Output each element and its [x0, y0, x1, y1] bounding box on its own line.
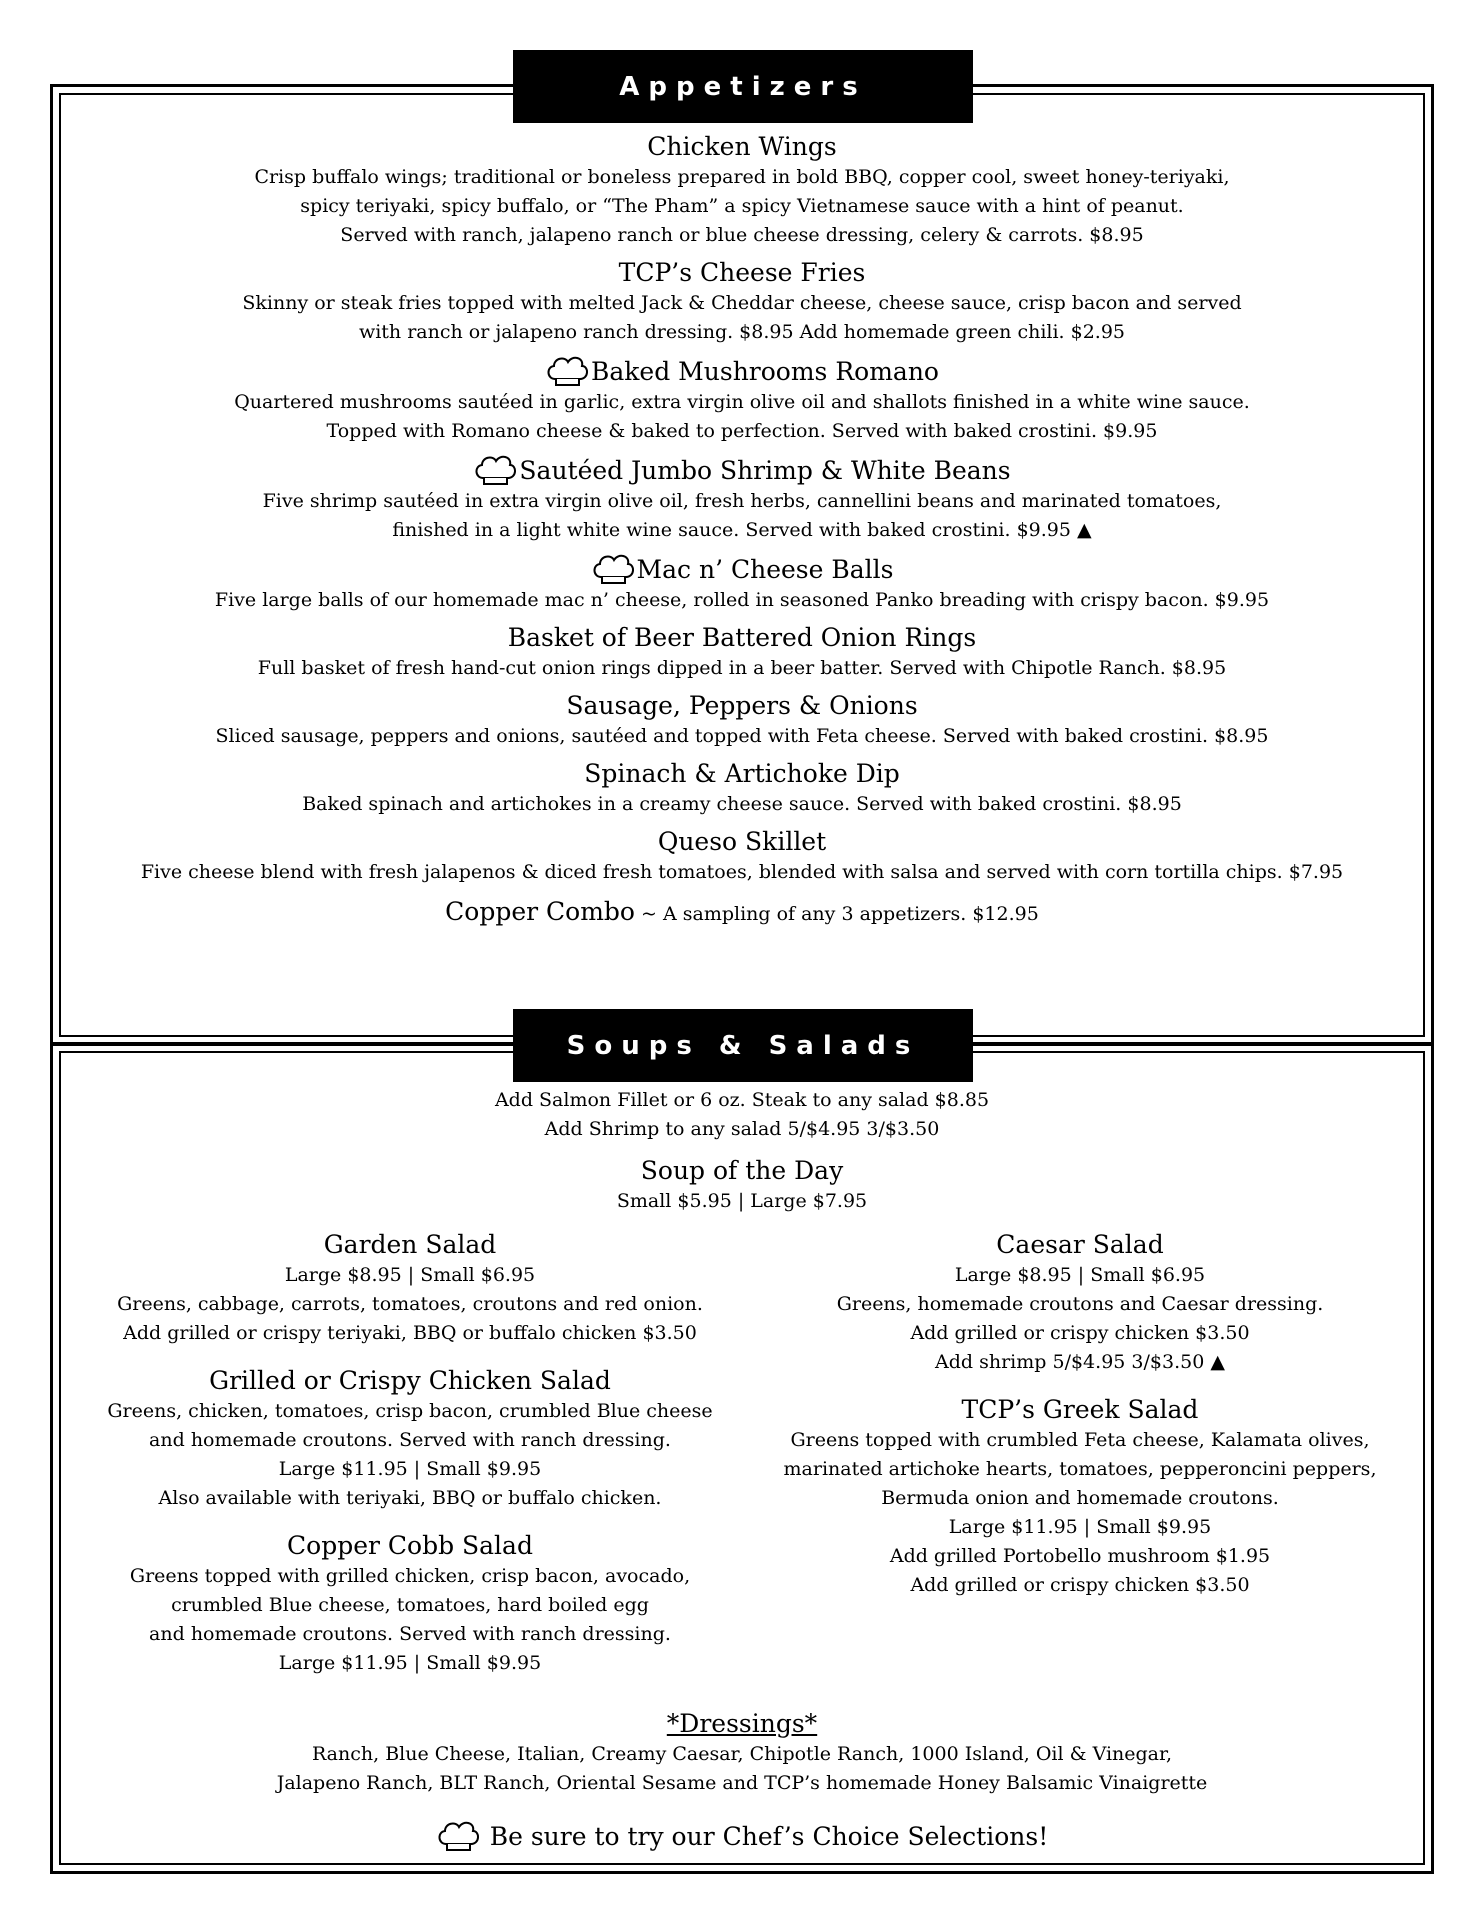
item-name: Grilled or Crispy Chicken Salad [209, 1366, 611, 1395]
item-description: Large $8.95 | Small $6.95 Greens, cabbage, carrots, tomatoes, croutons and red onion. Add grilled or crispy teriyaki, BBQ or buffalo chicken $3.50 [117, 1264, 703, 1344]
item-name: Garden Salad [323, 1230, 497, 1259]
menu-item [60, 353, 1424, 446]
item-name: TCP’s Greek Salad [961, 1395, 1199, 1424]
item-description: Sliced sausage, peppers and onions, sautéed and topped with Feta cheese. Served with baked crostini. $8.95 [215, 725, 1269, 747]
item-name: Soup of the Day [640, 1156, 844, 1185]
menu-item [60, 256, 1424, 347]
item-name: Mac n’ Cheese Balls [636, 555, 894, 584]
item-name: Sausage, Peppers & Onions [566, 691, 918, 720]
item-description: Quartered mushrooms sautéed in garlic, extra virgin olive oil and shallots finished in a white wine sauce. Topped with Romano cheese & baked to perfection. Served with baked crostini. $9.95 [234, 391, 1250, 442]
menu-item [760, 1228, 1400, 1377]
salad-column-right [760, 1228, 1400, 1616]
chef-note-text: Be sure to try our Chef’s Choice Selections! [489, 1822, 1049, 1851]
menu-item [80, 1364, 740, 1513]
item-description: Greens topped with grilled chicken, crisp bacon, avocado, crumbled Blue cheese, tomatoes, hard boiled egg and homemade croutons. Served with ranch dressing. Large $11.95 | Small $9.95 [129, 1565, 691, 1674]
chef-hat-icon [473, 452, 517, 486]
item-description: Skinny or steak fries topped with melted Jack & Cheddar cheese, cheese sauce, crisp bacon and served with ranch or jalapeno ranch dressing. $8.95 Add homemade green chili. $2.95 [242, 292, 1242, 343]
menu-item [80, 1529, 740, 1678]
item-description: Five large balls of our homemade mac n’ cheese, rolled in seasoned Panko breading with crispy bacon. $9.95 [214, 589, 1270, 611]
item-price: Small $5.95 | Large $7.95 [616, 1190, 868, 1212]
chef-hat-icon [591, 551, 635, 585]
item-description: Crisp buffalo wings; traditional or boneless prepared in bold BBQ, copper cool, sweet honey-teriyaki, spicy teriyaki, spicy buffalo, or “The Pham” a spicy Vietnamese sauce with a hint of peanut. Served with ranch, jalapeno ranch or blue cheese dressing, celery & carrots. $8.95 [254, 166, 1230, 246]
menu-item [60, 621, 1424, 683]
item-name: TCP’s Cheese Fries [618, 258, 866, 287]
menu-item [60, 757, 1424, 819]
soups-intro [60, 1086, 1424, 1222]
chef-note [60, 1818, 1424, 1854]
chef-hat-icon [545, 353, 589, 387]
menu-item [760, 1393, 1400, 1600]
appetizers-header: Appetizers [513, 50, 973, 123]
combo-description: ~ A sampling of any 3 appetizers. $12.95 [634, 903, 1039, 925]
item-description: Five cheese blend with fresh jalapenos & diced fresh tomatoes, blended with salsa and served with corn tortilla chips. $7.95 [140, 861, 1344, 883]
salad-addons: Add Salmon Fillet or 6 oz. Steak to any salad $8.85 Add Shrimp to any salad 5/$4.95 3/$3.50 [494, 1089, 990, 1140]
item-name: Copper Cobb Salad [287, 1531, 533, 1560]
item-description: Five shrimp sautéed in extra virgin olive oil, fresh herbs, cannellini beans and marinated tomatoes, finished in a light white wine sauce. Served with baked crostini. $9.95 ▲ [262, 490, 1222, 541]
item-description: Baked spinach and artichokes in a creamy cheese sauce. Served with baked crostini. $8.95 [302, 793, 1182, 815]
dressings-title: *Dressings* [666, 1709, 818, 1738]
salad-column-left [80, 1228, 740, 1694]
menu-item [60, 551, 1424, 615]
menu-item [60, 689, 1424, 751]
item-name: Basket of Beer Battered Onion Rings [507, 623, 977, 652]
item-name: Baked Mushrooms Romano [591, 357, 939, 386]
combo-name: Copper Combo [445, 897, 635, 926]
dressings [60, 1708, 1424, 1798]
item-name: Sautéed Jumbo Shrimp & White Beans [519, 456, 1011, 485]
soups-salads-header: Soups & Salads [513, 1009, 973, 1082]
item-description: Greens, chicken, tomatoes, crisp bacon, crumbled Blue cheese and homemade croutons. Served with ranch dressing. Large $11.95 | Small $9.95 Also available with teriyaki, BBQ or buffalo chicken. [107, 1400, 713, 1509]
item-name: Caesar Salad [996, 1230, 1164, 1259]
menu-item [60, 825, 1424, 887]
menu-item [80, 1228, 740, 1348]
item-description: Full basket of fresh hand-cut onion rings dipped in a beer batter. Served with Chipotle Ranch. $8.95 [257, 657, 1227, 679]
item-name: Queso Skillet [657, 827, 827, 856]
item-description: Greens topped with crumbled Feta cheese, Kalamata olives, marinated artichoke hearts, tomatoes, pepperoncini peppers, Bermuda onion and homemade croutons. Large $11.95 | Small $9.95 Add grilled Portobello mushroom $1.95 Add grilled or crispy chicken $3.50 [783, 1429, 1377, 1596]
combo-item [60, 895, 1424, 929]
menu-item [60, 130, 1424, 250]
menu-item [60, 452, 1424, 545]
menu-item [60, 1154, 1424, 1216]
chef-hat-icon [436, 1818, 480, 1852]
appetizers-list [60, 130, 1424, 935]
item-name: Chicken Wings [647, 132, 837, 161]
item-name: Spinach & Artichoke Dip [584, 759, 900, 788]
item-description: Large $8.95 | Small $6.95 Greens, homemade croutons and Caesar dressing. Add grilled or crispy chicken $3.50 Add shrimp 5/$4.95 3/$3.50 ▲ [836, 1264, 1324, 1373]
dressings-list: Ranch, Blue Cheese, Italian, Creamy Caesar, Chipotle Ranch, 1000 Island, Oil & Vinegar, Jalapeno Ranch, BLT Ranch, Oriental Sesame and TCP’s homemade Honey Balsamic Vinaigrette [276, 1743, 1208, 1794]
